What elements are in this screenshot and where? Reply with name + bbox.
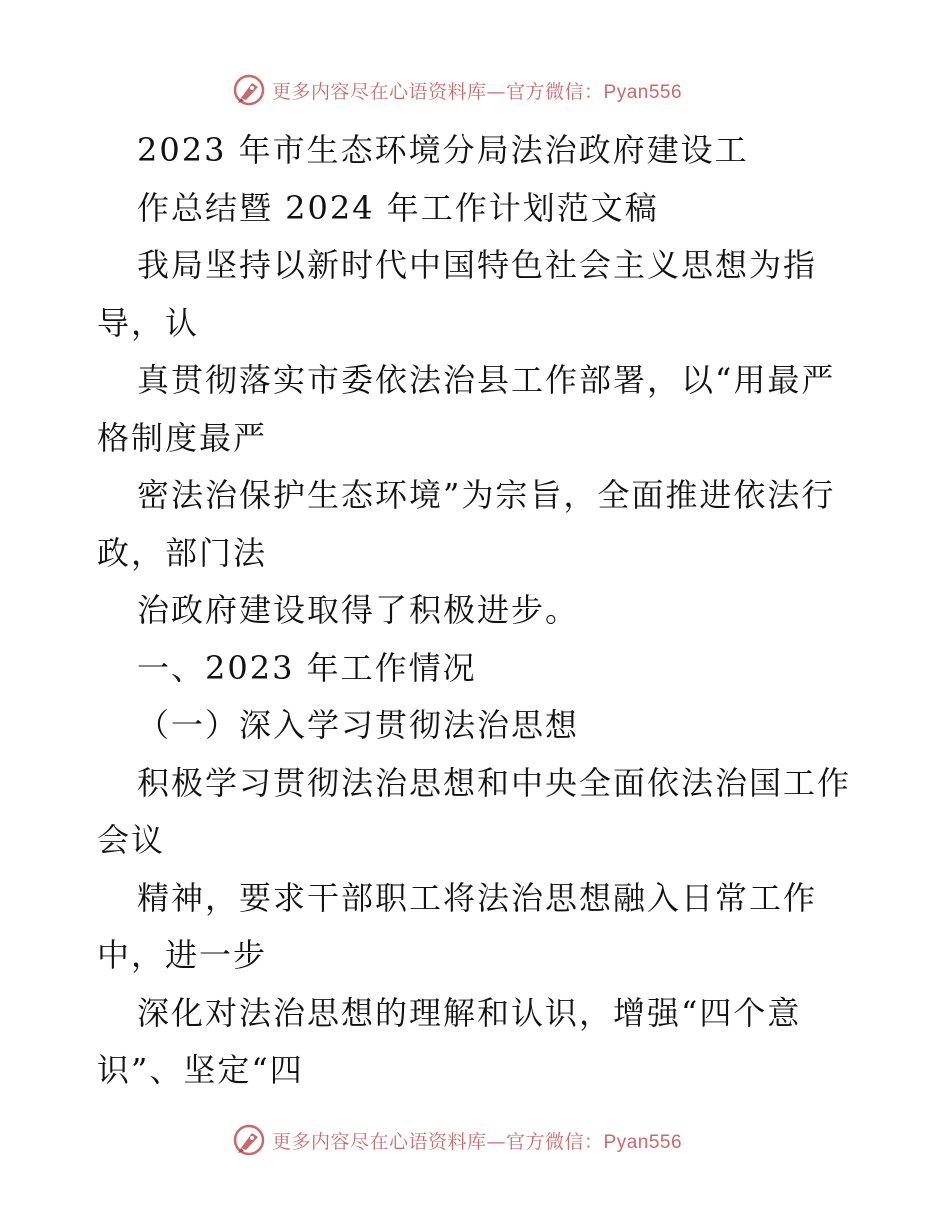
text-line: 中，进一步 (97, 936, 268, 974)
document-body (97, 122, 857, 1100)
footer-banner-slogan: 更多内容尽在心语资料库 (272, 1130, 487, 1153)
header-banner-slogan: 更多内容尽在心语资料库 (272, 80, 487, 103)
text-line: 格制度最严 (97, 418, 268, 457)
text-line: （一）深入学习贯彻法治思想 (137, 706, 580, 744)
header-banner-text (272, 77, 682, 104)
text-line: 导，认 (97, 303, 200, 342)
pen-nib-logo-icon (232, 73, 266, 107)
footer-banner-text (272, 1127, 682, 1154)
header-banner-contact: 官方微信： (506, 80, 604, 103)
header-banner (232, 70, 682, 110)
text-line: 真贯彻落实市委依法治县工作部署，以“用最严 (137, 361, 836, 399)
footer-banner-separator: — (486, 1130, 507, 1153)
text-line: 政，部门法 (97, 533, 268, 572)
text-line: 治政府建设取得了积极进步。 (137, 591, 580, 629)
text-line: 深化对法治思想的理解和认识，增强“四个意 (137, 993, 802, 1032)
header-banner-separator: — (486, 80, 507, 103)
footer-banner (232, 1120, 682, 1160)
footer-banner-contact: 官方微信： (506, 1130, 604, 1153)
header-banner-wechat-id: Pyan556 (603, 81, 683, 103)
text-line: 一、2023 年工作情况 (137, 648, 477, 687)
text-line: 积极学习贯彻法治思想和中央全面依法治国工作 (137, 763, 852, 802)
text-line: 会议 (97, 821, 166, 859)
text-line: 识”、坚定“四 (97, 1051, 304, 1089)
text-line: 密法治保护生态环境”为宗旨，全面推进依法行 (137, 476, 836, 514)
footer-banner-wechat-id: Pyan556 (603, 1131, 683, 1153)
pen-nib-logo-icon (232, 1123, 266, 1157)
text-line: 精神，要求干部职工将法治思想融入日常工作 (137, 878, 818, 917)
text-line: 我局坚持以新时代中国特色社会主义思想为指 (137, 246, 818, 284)
text-line: 2023 年市生态环境分局法治政府建设工 (137, 131, 749, 169)
text-line: 作总结暨 2024 年工作计划范文稿 (137, 188, 659, 227)
